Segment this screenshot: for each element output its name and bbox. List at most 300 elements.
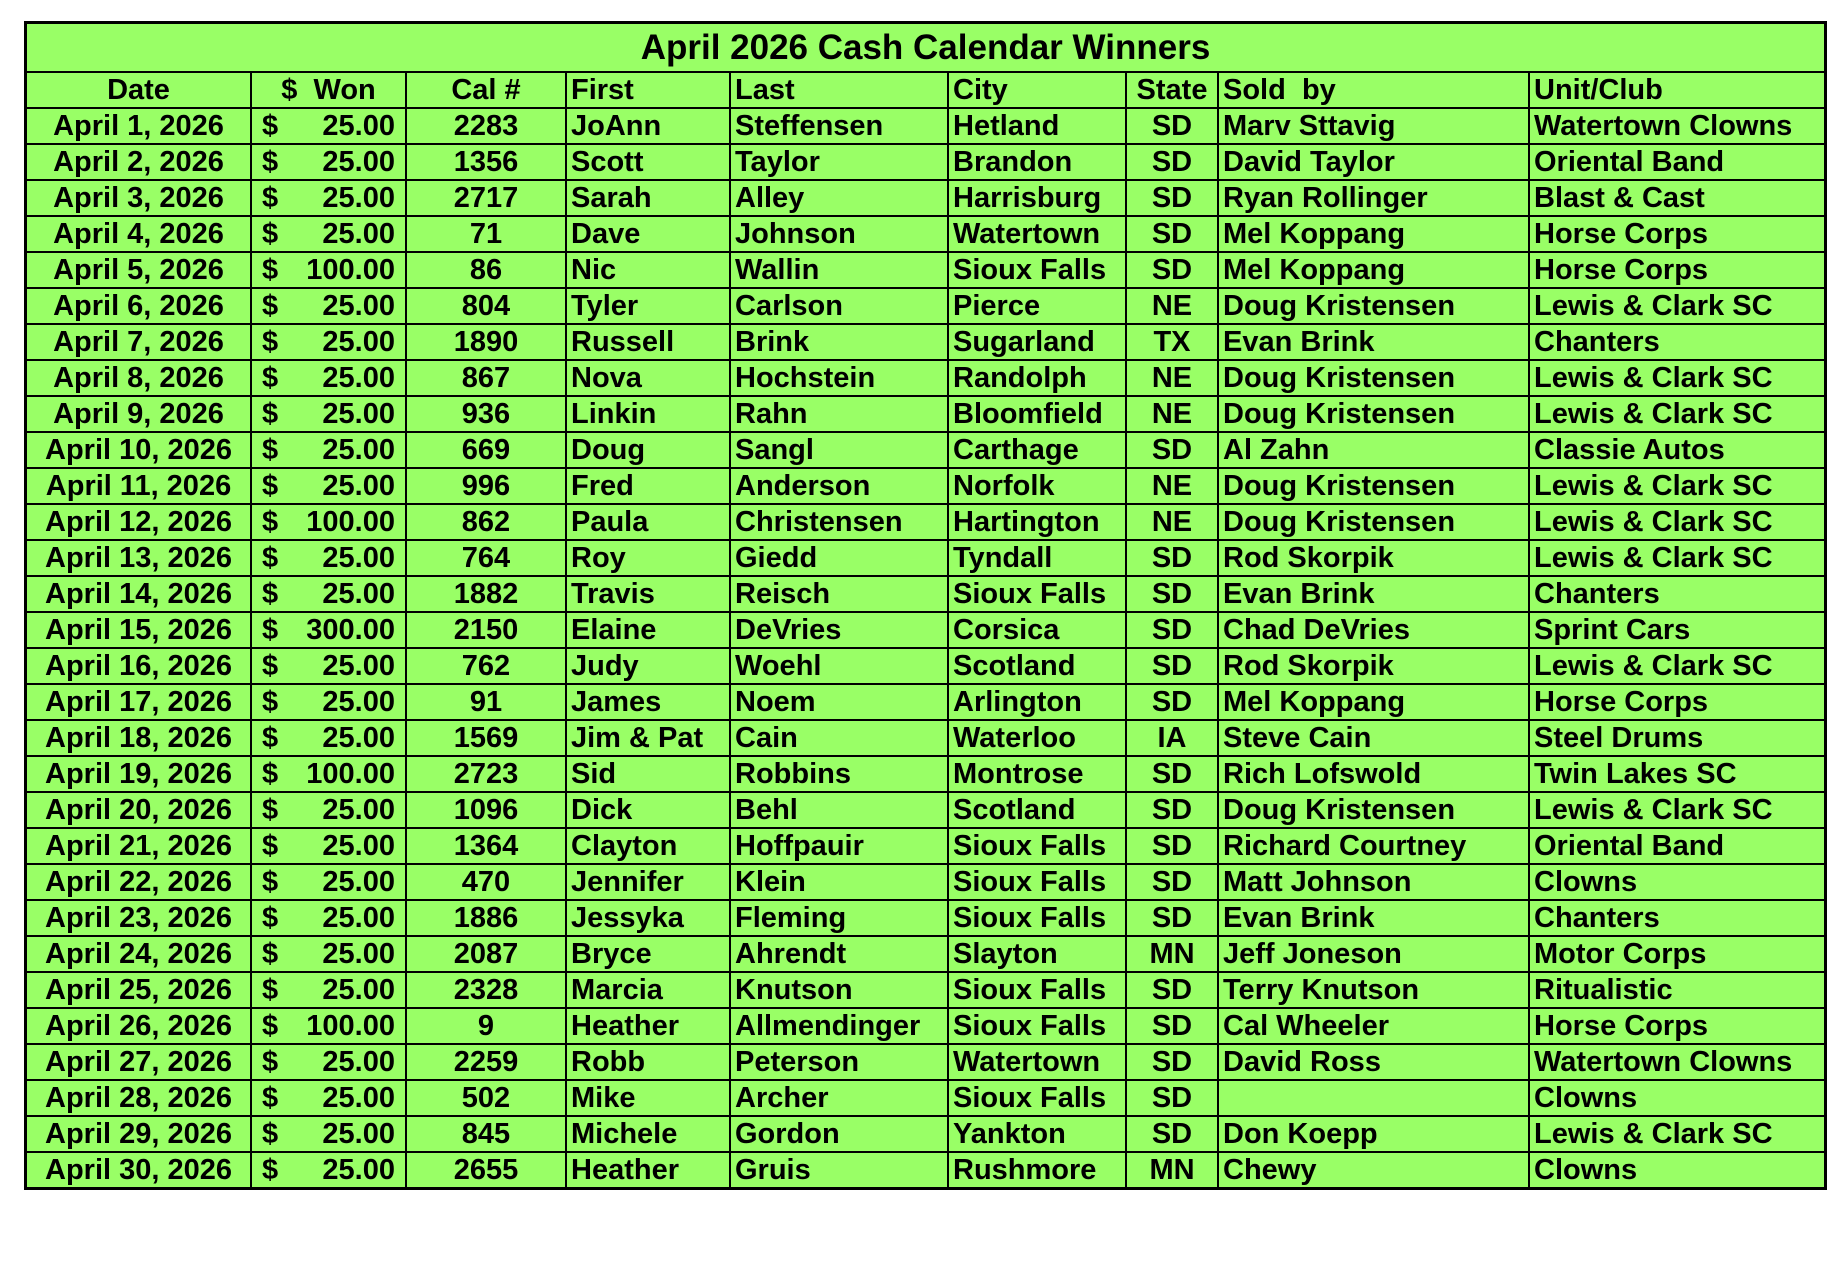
cal-number-cell: 2087 [406, 936, 566, 972]
last-name-cell: Hoffpauir [730, 828, 948, 864]
city-cell: Sioux Falls [948, 972, 1126, 1008]
amount-value: 25.00 [322, 902, 395, 934]
unit-club-cell: Ritualistic [1529, 972, 1824, 1008]
currency-symbol: $ [262, 830, 279, 862]
unit-club-cell: Clowns [1529, 1152, 1824, 1187]
table-row [27, 1080, 1824, 1116]
table-row [27, 468, 1824, 504]
date-cell: April 14, 2026 [27, 576, 251, 612]
table-row [27, 324, 1824, 360]
cal-number-cell: 1356 [406, 144, 566, 180]
amount-value: 100.00 [306, 506, 395, 538]
unit-club-cell: Horse Corps [1529, 684, 1824, 720]
last-name-cell: Archer [730, 1080, 948, 1116]
currency-symbol: $ [262, 866, 279, 898]
first-name-cell: Dave [566, 216, 730, 252]
first-name-cell: Bryce [566, 936, 730, 972]
table-row [27, 936, 1824, 972]
state-cell: IA [1126, 720, 1218, 756]
date-cell: April 19, 2026 [27, 756, 251, 792]
first-name-cell: Dick [566, 792, 730, 828]
city-cell: Sioux Falls [948, 576, 1126, 612]
state-cell: TX [1126, 324, 1218, 360]
last-name-cell: Gordon [730, 1116, 948, 1152]
unit-club-cell: Clowns [1529, 1080, 1824, 1116]
first-name-cell: Jim & Pat [566, 720, 730, 756]
unit-club-cell: Lewis & Clark SC [1529, 540, 1824, 576]
date-cell: April 16, 2026 [27, 648, 251, 684]
amount-value: 100.00 [306, 254, 395, 286]
table-row [27, 900, 1824, 936]
header-sold-by: Sold by [1218, 73, 1529, 108]
amount-value: 25.00 [322, 398, 395, 430]
currency-symbol: $ [262, 146, 279, 178]
sold-by-cell: Doug Kristensen [1218, 792, 1529, 828]
amount-value: 25.00 [322, 362, 395, 394]
sold-by-cell [1218, 1080, 1529, 1116]
cal-number-cell: 2328 [406, 972, 566, 1008]
sold-by-cell: Rod Skorpik [1218, 648, 1529, 684]
amount-value: 25.00 [322, 434, 395, 466]
date-cell: April 25, 2026 [27, 972, 251, 1008]
date-cell: April 9, 2026 [27, 396, 251, 432]
unit-club-cell: Lewis & Clark SC [1529, 648, 1824, 684]
currency-symbol: $ [262, 542, 279, 574]
city-cell: Brandon [948, 144, 1126, 180]
winners-sheet [24, 21, 1827, 1190]
date-cell: April 26, 2026 [27, 1008, 251, 1044]
amount-value: 25.00 [322, 110, 395, 142]
last-name-cell: Brink [730, 324, 948, 360]
sold-by-cell: Matt Johnson [1218, 864, 1529, 900]
amount-value: 25.00 [322, 974, 395, 1006]
unit-club-cell: Lewis & Clark SC [1529, 360, 1824, 396]
unit-club-cell: Lewis & Clark SC [1529, 504, 1824, 540]
header-unit: Unit/Club [1529, 73, 1824, 108]
sold-by-cell: Rich Lofswold [1218, 756, 1529, 792]
cal-number-cell: 1886 [406, 900, 566, 936]
last-name-cell: Klein [730, 864, 948, 900]
amount-value: 25.00 [322, 1046, 395, 1078]
won-cell [251, 900, 406, 936]
city-cell: Montrose [948, 756, 1126, 792]
amount-value: 100.00 [306, 1010, 395, 1042]
state-cell: SD [1126, 576, 1218, 612]
currency-symbol: $ [262, 506, 279, 538]
date-cell: April 28, 2026 [27, 1080, 251, 1116]
state-cell: SD [1126, 1080, 1218, 1116]
last-name-cell: Gruis [730, 1152, 948, 1187]
table-row [27, 1044, 1824, 1080]
date-cell: April 1, 2026 [27, 108, 251, 144]
sold-by-cell: Cal Wheeler [1218, 1008, 1529, 1044]
amount-value: 25.00 [322, 542, 395, 574]
first-name-cell: Doug [566, 432, 730, 468]
state-cell: MN [1126, 936, 1218, 972]
last-name-cell: Reisch [730, 576, 948, 612]
first-name-cell: Roy [566, 540, 730, 576]
city-cell: Scotland [948, 792, 1126, 828]
sold-by-cell: Chewy [1218, 1152, 1529, 1187]
first-name-cell: Clayton [566, 828, 730, 864]
cal-number-cell: 996 [406, 468, 566, 504]
header-row [27, 73, 1824, 108]
amount-value: 25.00 [322, 830, 395, 862]
table-row [27, 288, 1824, 324]
amount-value: 25.00 [322, 722, 395, 754]
unit-club-cell: Twin Lakes SC [1529, 756, 1824, 792]
currency-symbol: $ [262, 1010, 279, 1042]
date-cell: April 12, 2026 [27, 504, 251, 540]
first-name-cell: Judy [566, 648, 730, 684]
table-row [27, 144, 1824, 180]
table-row [27, 504, 1824, 540]
date-cell: April 20, 2026 [27, 792, 251, 828]
unit-club-cell: Chanters [1529, 900, 1824, 936]
sold-by-cell: David Ross [1218, 1044, 1529, 1080]
cal-number-cell: 1569 [406, 720, 566, 756]
last-name-cell: Rahn [730, 396, 948, 432]
last-name-cell: Wallin [730, 252, 948, 288]
first-name-cell: Jessyka [566, 900, 730, 936]
sold-by-cell: Jeff Joneson [1218, 936, 1529, 972]
table-row [27, 108, 1824, 144]
state-cell: SD [1126, 864, 1218, 900]
state-cell: SD [1126, 180, 1218, 216]
sold-by-cell: Richard Courtney [1218, 828, 1529, 864]
last-name-cell: Steffensen [730, 108, 948, 144]
amount-value: 25.00 [322, 146, 395, 178]
won-cell [251, 396, 406, 432]
cal-number-cell: 1882 [406, 576, 566, 612]
unit-club-cell: Lewis & Clark SC [1529, 1116, 1824, 1152]
sold-by-cell: Doug Kristensen [1218, 396, 1529, 432]
currency-symbol: $ [262, 290, 279, 322]
last-name-cell: DeVries [730, 612, 948, 648]
won-cell [251, 1008, 406, 1044]
unit-club-cell: Clowns [1529, 864, 1824, 900]
city-cell: Sioux Falls [948, 900, 1126, 936]
currency-symbol: $ [262, 326, 279, 358]
unit-club-cell: Horse Corps [1529, 1008, 1824, 1044]
currency-symbol: $ [262, 722, 279, 754]
state-cell: NE [1126, 360, 1218, 396]
last-name-cell: Behl [730, 792, 948, 828]
date-cell: April 15, 2026 [27, 612, 251, 648]
unit-club-cell: Oriental Band [1529, 144, 1824, 180]
state-cell: SD [1126, 1044, 1218, 1080]
first-name-cell: Nova [566, 360, 730, 396]
table-row [27, 864, 1824, 900]
table-row [27, 792, 1824, 828]
cal-number-cell: 91 [406, 684, 566, 720]
header-city: City [948, 73, 1126, 108]
won-cell [251, 828, 406, 864]
won-cell [251, 1044, 406, 1080]
city-cell: Norfolk [948, 468, 1126, 504]
date-cell: April 23, 2026 [27, 900, 251, 936]
state-cell: NE [1126, 504, 1218, 540]
table-row [27, 720, 1824, 756]
currency-symbol: $ [262, 758, 279, 790]
city-cell: Hetland [948, 108, 1126, 144]
first-name-cell: Mike [566, 1080, 730, 1116]
cal-number-cell: 502 [406, 1080, 566, 1116]
state-cell: SD [1126, 1008, 1218, 1044]
sold-by-cell: Terry Knutson [1218, 972, 1529, 1008]
table-row [27, 180, 1824, 216]
last-name-cell: Fleming [730, 900, 948, 936]
won-cell [251, 1116, 406, 1152]
last-name-cell: Knutson [730, 972, 948, 1008]
amount-value: 25.00 [322, 578, 395, 610]
cal-number-cell: 2150 [406, 612, 566, 648]
last-name-cell: Robbins [730, 756, 948, 792]
won-cell [251, 252, 406, 288]
currency-symbol: $ [262, 686, 279, 718]
sold-by-cell: Evan Brink [1218, 900, 1529, 936]
sold-by-cell: Don Koepp [1218, 1116, 1529, 1152]
first-name-cell: Nic [566, 252, 730, 288]
date-cell: April 27, 2026 [27, 1044, 251, 1080]
currency-symbol: $ [262, 470, 279, 502]
first-name-cell: Tyler [566, 288, 730, 324]
city-cell: Sioux Falls [948, 1080, 1126, 1116]
first-name-cell: Scott [566, 144, 730, 180]
table-row [27, 1008, 1824, 1044]
city-cell: Tyndall [948, 540, 1126, 576]
cal-number-cell: 936 [406, 396, 566, 432]
state-cell: SD [1126, 432, 1218, 468]
header-won: $ Won [251, 73, 406, 108]
city-cell: Rushmore [948, 1152, 1126, 1187]
table-row [27, 540, 1824, 576]
state-cell: MN [1126, 1152, 1218, 1187]
date-cell: April 2, 2026 [27, 144, 251, 180]
currency-symbol: $ [262, 578, 279, 610]
last-name-cell: Cain [730, 720, 948, 756]
city-cell: Sugarland [948, 324, 1126, 360]
sold-by-cell: Evan Brink [1218, 324, 1529, 360]
amount-value: 100.00 [306, 758, 395, 790]
amount-value: 25.00 [322, 686, 395, 718]
sold-by-cell: Mel Koppang [1218, 216, 1529, 252]
currency-symbol: $ [262, 362, 279, 394]
header-state: State [1126, 73, 1218, 108]
unit-club-cell: Chanters [1529, 576, 1824, 612]
won-cell [251, 288, 406, 324]
table-row [27, 648, 1824, 684]
won-cell [251, 972, 406, 1008]
table-row [27, 972, 1824, 1008]
last-name-cell: Giedd [730, 540, 948, 576]
table-row [27, 828, 1824, 864]
date-cell: April 29, 2026 [27, 1116, 251, 1152]
unit-club-cell: Classie Autos [1529, 432, 1824, 468]
unit-club-cell: Blast & Cast [1529, 180, 1824, 216]
table-row [27, 1152, 1824, 1187]
unit-club-cell: Sprint Cars [1529, 612, 1824, 648]
sold-by-cell: Doug Kristensen [1218, 504, 1529, 540]
winners-rows [27, 108, 1824, 1187]
header-cal: Cal # [406, 73, 566, 108]
won-cell [251, 324, 406, 360]
sold-by-cell: Marv Sttavig [1218, 108, 1529, 144]
sold-by-cell: Steve Cain [1218, 720, 1529, 756]
date-cell: April 21, 2026 [27, 828, 251, 864]
amount-value: 300.00 [306, 614, 395, 646]
won-cell [251, 684, 406, 720]
currency-symbol: $ [262, 1046, 279, 1078]
won-cell [251, 504, 406, 540]
amount-value: 25.00 [322, 938, 395, 970]
sold-by-cell: Mel Koppang [1218, 252, 1529, 288]
table-row [27, 684, 1824, 720]
amount-value: 25.00 [322, 218, 395, 250]
city-cell: Sioux Falls [948, 1008, 1126, 1044]
state-cell: SD [1126, 144, 1218, 180]
date-cell: April 3, 2026 [27, 180, 251, 216]
cal-number-cell: 762 [406, 648, 566, 684]
sold-by-cell: David Taylor [1218, 144, 1529, 180]
date-cell: April 11, 2026 [27, 468, 251, 504]
first-name-cell: Heather [566, 1008, 730, 1044]
city-cell: Pierce [948, 288, 1126, 324]
won-cell [251, 360, 406, 396]
last-name-cell: Woehl [730, 648, 948, 684]
cal-number-cell: 1096 [406, 792, 566, 828]
currency-symbol: $ [262, 614, 279, 646]
header-date: Date [27, 73, 251, 108]
last-name-cell: Johnson [730, 216, 948, 252]
last-name-cell: Peterson [730, 1044, 948, 1080]
won-cell [251, 144, 406, 180]
cal-number-cell: 9 [406, 1008, 566, 1044]
unit-club-cell: Lewis & Clark SC [1529, 288, 1824, 324]
currency-symbol: $ [262, 110, 279, 142]
state-cell: NE [1126, 396, 1218, 432]
currency-symbol: $ [262, 794, 279, 826]
unit-club-cell: Lewis & Clark SC [1529, 792, 1824, 828]
date-cell: April 4, 2026 [27, 216, 251, 252]
cal-number-cell: 2655 [406, 1152, 566, 1187]
cal-number-cell: 764 [406, 540, 566, 576]
amount-value: 25.00 [322, 182, 395, 214]
first-name-cell: Linkin [566, 396, 730, 432]
table-row [27, 216, 1824, 252]
city-cell: Hartington [948, 504, 1126, 540]
city-cell: Waterloo [948, 720, 1126, 756]
cal-number-cell: 2283 [406, 108, 566, 144]
won-cell [251, 180, 406, 216]
city-cell: Slayton [948, 936, 1126, 972]
sold-by-cell: Ryan Rollinger [1218, 180, 1529, 216]
date-cell: April 22, 2026 [27, 864, 251, 900]
state-cell: SD [1126, 792, 1218, 828]
last-name-cell: Taylor [730, 144, 948, 180]
currency-symbol: $ [262, 650, 279, 682]
city-cell: Harrisburg [948, 180, 1126, 216]
unit-club-cell: Watertown Clowns [1529, 1044, 1824, 1080]
city-cell: Carthage [948, 432, 1126, 468]
won-cell [251, 216, 406, 252]
won-cell [251, 720, 406, 756]
city-cell: Yankton [948, 1116, 1126, 1152]
city-cell: Randolph [948, 360, 1126, 396]
unit-club-cell: Horse Corps [1529, 252, 1824, 288]
currency-symbol: $ [262, 434, 279, 466]
first-name-cell: Michele [566, 1116, 730, 1152]
table-row [27, 360, 1824, 396]
last-name-cell: Christensen [730, 504, 948, 540]
state-cell: SD [1126, 108, 1218, 144]
first-name-cell: Jennifer [566, 864, 730, 900]
amount-value: 25.00 [322, 650, 395, 682]
date-cell: April 18, 2026 [27, 720, 251, 756]
sold-by-cell: Evan Brink [1218, 576, 1529, 612]
cal-number-cell: 867 [406, 360, 566, 396]
won-cell [251, 612, 406, 648]
first-name-cell: Marcia [566, 972, 730, 1008]
currency-symbol: $ [262, 1082, 279, 1114]
cal-number-cell: 2717 [406, 180, 566, 216]
table-row [27, 612, 1824, 648]
unit-club-cell: Lewis & Clark SC [1529, 396, 1824, 432]
currency-symbol: $ [262, 938, 279, 970]
cal-number-cell: 862 [406, 504, 566, 540]
won-cell [251, 792, 406, 828]
unit-club-cell: Motor Corps [1529, 936, 1824, 972]
unit-club-cell: Chanters [1529, 324, 1824, 360]
won-cell [251, 936, 406, 972]
first-name-cell: JoAnn [566, 108, 730, 144]
date-cell: April 5, 2026 [27, 252, 251, 288]
sold-by-cell: Chad DeVries [1218, 612, 1529, 648]
currency-symbol: $ [262, 974, 279, 1006]
sold-by-cell: Al Zahn [1218, 432, 1529, 468]
header-first: First [566, 73, 730, 108]
state-cell: SD [1126, 1116, 1218, 1152]
table-row [27, 432, 1824, 468]
date-cell: April 7, 2026 [27, 324, 251, 360]
table-row [27, 576, 1824, 612]
first-name-cell: Russell [566, 324, 730, 360]
cal-number-cell: 470 [406, 864, 566, 900]
cal-number-cell: 2259 [406, 1044, 566, 1080]
first-name-cell: Sid [566, 756, 730, 792]
won-cell [251, 648, 406, 684]
won-cell [251, 1152, 406, 1187]
currency-symbol: $ [262, 182, 279, 214]
currency-symbol: $ [262, 1118, 279, 1150]
first-name-cell: James [566, 684, 730, 720]
amount-value: 25.00 [322, 290, 395, 322]
currency-symbol: $ [262, 902, 279, 934]
won-cell [251, 1080, 406, 1116]
table-row [27, 1116, 1824, 1152]
city-cell: Bloomfield [948, 396, 1126, 432]
won-cell [251, 432, 406, 468]
amount-value: 25.00 [322, 326, 395, 358]
first-name-cell: Robb [566, 1044, 730, 1080]
last-name-cell: Sangl [730, 432, 948, 468]
date-cell: April 13, 2026 [27, 540, 251, 576]
cal-number-cell: 86 [406, 252, 566, 288]
won-cell [251, 756, 406, 792]
last-name-cell: Allmendinger [730, 1008, 948, 1044]
last-name-cell: Carlson [730, 288, 948, 324]
winners-table [27, 73, 1824, 1187]
